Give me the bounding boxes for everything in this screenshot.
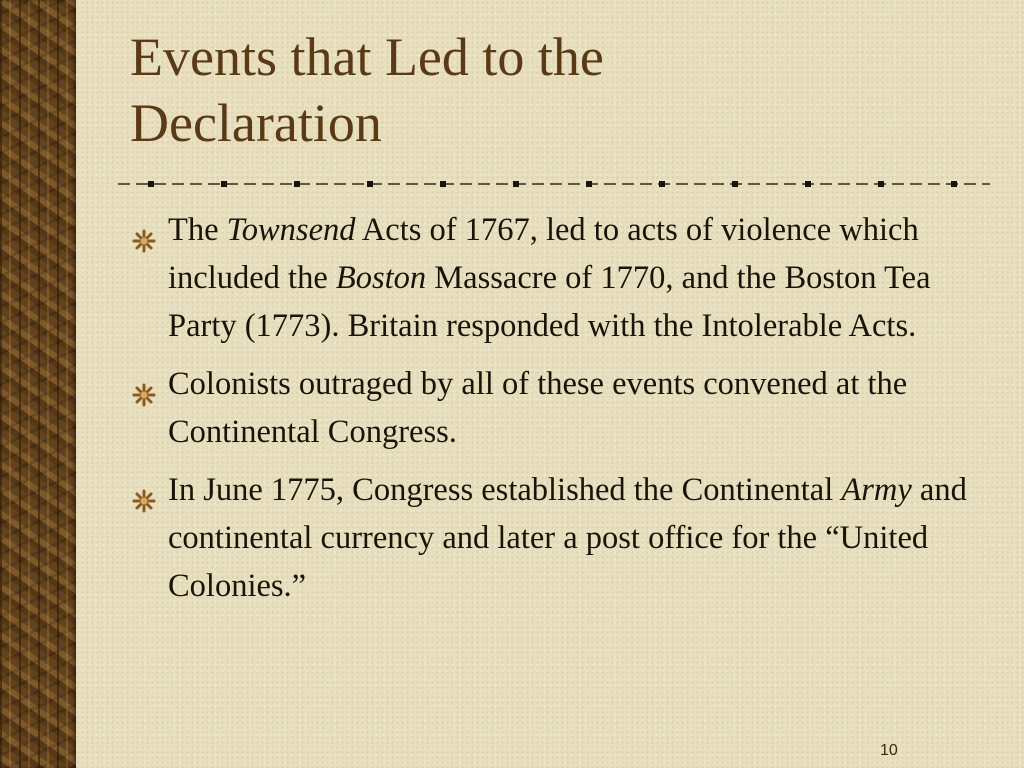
dashed-divider-line [118,177,990,191]
divider-dot [440,181,446,187]
bullet-text: Massacre of 1770, and the Boston Tea Party (1773). Britain responded with the Intolerable Acts. [168,260,931,344]
sunburst-bullet-icon [132,479,156,503]
divider-dot [367,181,373,187]
bullet-italic-text: Boston [335,260,427,296]
bullet-italic-text: Townsend [226,212,356,248]
decorative-wood-strip [0,0,76,768]
bullet-text: Colonists outraged by all of these events convened at the Continental Congress. [168,366,908,450]
bullet-item [130,466,1000,610]
bullet-item [130,206,1000,350]
divider-dot [294,181,300,187]
bullet-text: In June 1775, Congress established the Continental [168,472,842,508]
bullet-list [130,206,1000,620]
sunburst-bullet-icon [132,219,156,243]
slide-title-line-1: Events that Led to the [130,27,604,87]
page-number: 10 [880,742,898,759]
bullet-text: Acts of 1767, led to acts of violence which included the [168,212,919,296]
slide-title-line-2: Declaration [130,93,382,153]
slide-title [130,24,990,156]
bullet-italic-text: Army [841,472,912,508]
divider-dot [951,181,957,187]
sunburst-bullet-icon [132,373,156,397]
bullet-text: and continental currency and later a post office for the “United Colonies.” [168,472,967,604]
divider-dot [659,181,665,187]
divider-dot [732,181,738,187]
divider-dot [878,181,884,187]
divider-dot [586,181,592,187]
divider-dot [805,181,811,187]
bullet-text: The [168,212,227,248]
divider-dot [221,181,227,187]
divider-dot [148,181,154,187]
divider-dot [513,181,519,187]
bullet-item [130,360,1000,456]
